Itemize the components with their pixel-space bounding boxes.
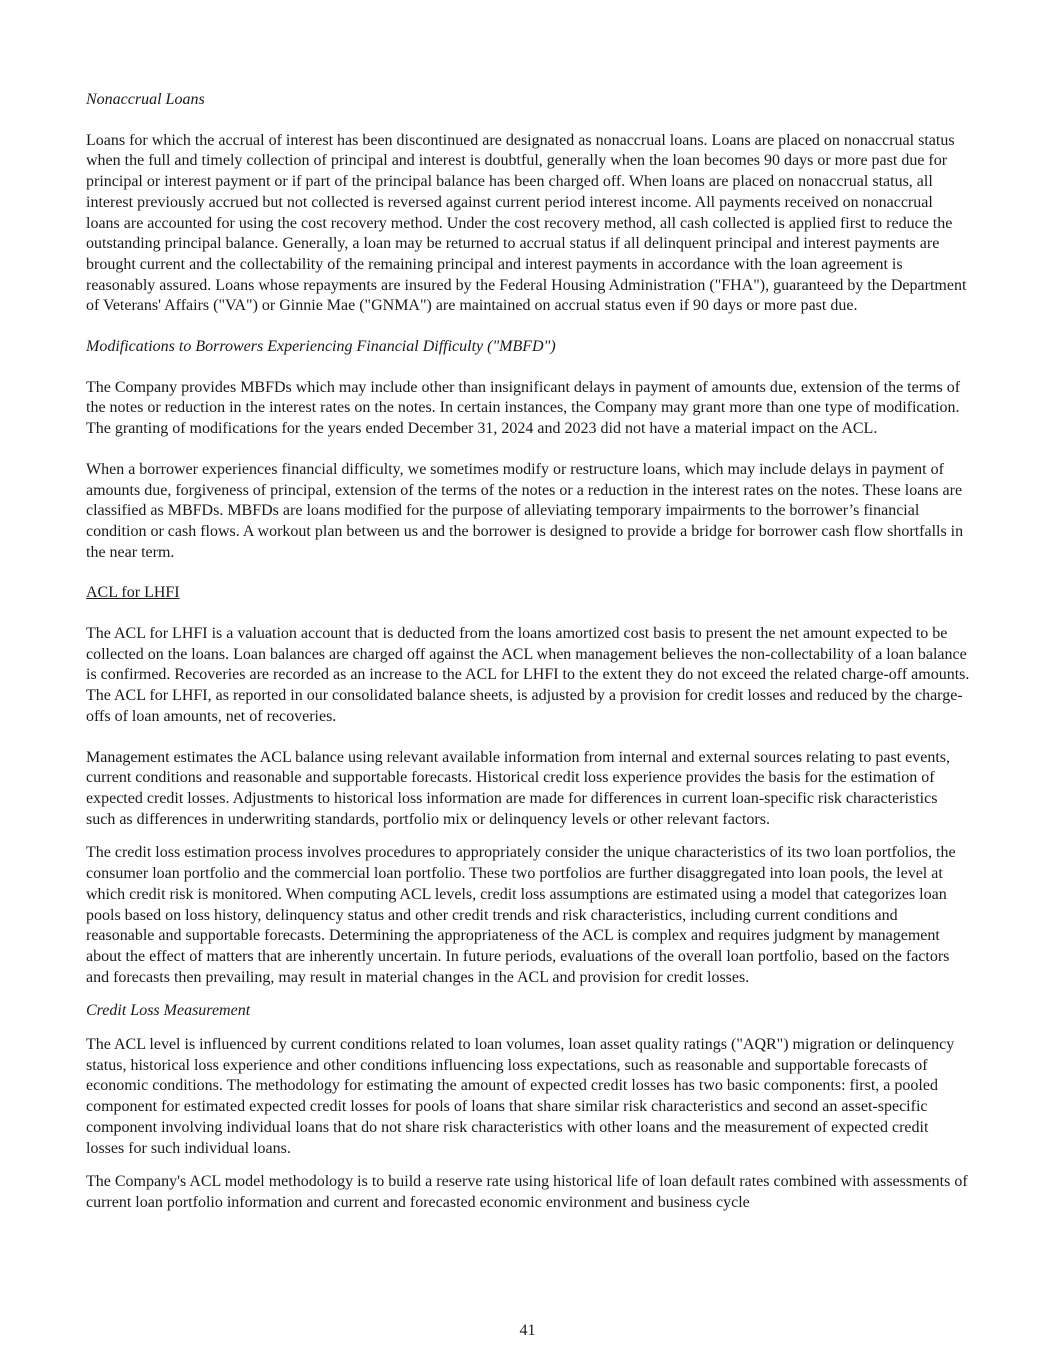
paragraph-clm-2: The Company's ACL model methodology is to build a reserve rate using historical life of loan default rates combined with assessments of current loan portfolio information and current and forecasted economic environment and business cycle [86, 1173, 968, 1211]
section-heading-nonaccrual: Nonaccrual Loans [86, 91, 205, 108]
paragraph-acl-3: The credit loss estimation process involves procedures to appropriately consider the unique characteristics of its two loan portfolios, the consumer loan portfolio and the commercial loan portfolio. These two portfolios are further disaggregated into loan pools, the level at which credit risk is monitored. When computing ACL levels, credit loss assumptions are estimated using a model that categorizes loan pools based on loss history, delinquency status and other credit trends and risk characteristics, including current conditions and reasonable and supportable forecasts. Determining the appropriateness of the ACL is complex and requires judgment by management about the effect of matters that are inherently uncertain. In future periods, evaluations of the overall loan portfolio, based on the factors and forecasts then prevailing, may result in material changes in the ACL and provision for credit losses. [86, 844, 956, 986]
paragraph-nonaccrual-1: Loans for which the accrual of interest has been discontinued are designated as nonaccrual loans. Loans are placed on nonaccrual status when the full and timely collection of principal and interest is doubtful, generally when the loan becomes 90 days or more past due for principal or interest payment or if part of the principal balance has been charged off. When loans are placed on nonaccrual status, all interest previously accrued but not collected is reversed against current period interest income. All payments received on nonaccrual loans are accounted for using the cost recovery method. Under the cost recovery method, all cash collected is applied first to reduce the outstanding principal balance. Generally, a loan may be returned to accrual status if all delinquent principal and interest payments are brought current and the collectability of the remaining principal and interest payments in accordance with the loan agreement is reasonably assured. Loans whose repayments are insured by the Federal Housing Administration ("FHA"), guaranteed by the Department of Veterans' Affairs ("VA") or Ginnie Mae ("GNMA") are maintained on accrual status even if 90 days or more past due. [86, 131, 967, 315]
section-heading-mbfd: Modifications to Borrowers Experiencing Financial Difficulty ("MBFD") [86, 338, 556, 356]
paragraph-acl-2: Management estimates the ACL balance using relevant available information from internal and external sources relating to past events, current conditions and reasonable and supportable forecasts. Historical credit loss experience provides the basis for the estimation of expected credit losses. Adjustments to historical loss information are made for differences in current loan-specific risk characteristics such as differences in underwriting standards, portfolio mix or delinquency levels or other relevant factors. [86, 748, 950, 828]
paragraph-mbfd-1: The Company provides MBFDs which may include other than insignificant delays in payment of amounts due, extension of the terms of the notes or reduction in the interest rates on the notes. In certain instances, the Company may grant more than one type of modification. The granting of modifications for the years ended December 31, 2024 and 2023 did not have a material impact on the ACL. [86, 378, 961, 438]
section-heading-acl: ACL for LHFI [86, 584, 180, 602]
section-heading-credit-loss-measurement: Credit Loss Measurement [86, 1002, 251, 1020]
document-body [86, 90, 970, 1234]
paragraph-clm-1: The ACL level is influenced by current conditions related to loan volumes, loan asset quality ratings ("AQR") migration or delinquency status, historical loss experience and other conditions influencing loss expectations, such as reasonable and supportable forecasts of economic conditions. The methodology for estimating the amount of expected credit losses has two basic components: first, a pooled component for estimated expected credit losses for pools of loans that share similar risk characteristics and second an asset-specific component involving individual loans that do not share risk characteristics with other loans and the measurement of expected credit losses for such individual loans. [86, 1036, 955, 1157]
paragraph-mbfd-2: When a borrower experiences financial difficulty, we sometimes modify or restructure loans, which may include delays in payment of amounts due, forgiveness of principal, extension of the terms of the notes or a reduction in the interest rates on the notes. These loans are classified as MBFDs. MBFDs are loans modified for the purpose of alleviating temporary impairments to the borrower’s financial condition or cash flows. A workout plan between us and the borrower is designed to provide a bridge for borrower cash flow shortfalls in the near term. [86, 460, 964, 561]
paragraph-acl-1: The ACL for LHFI is a valuation account that is deducted from the loans amortized cost basis to present the net amount expected to be collected on the loans. Loan balances are charged off against the ACL when management believes the non-collectability of a loan balance is confirmed. Recoveries are recorded as an increase to the ACL for LHFI to the extent they do not exceed the related charge-off amounts. The ACL for LHFI, as reported in our consolidated balance sheets, is adjusted by a provision for credit losses and reduced by the charge-offs of loan amounts, net of recoveries. [86, 625, 970, 725]
page-number: 41 [519, 1322, 536, 1339]
